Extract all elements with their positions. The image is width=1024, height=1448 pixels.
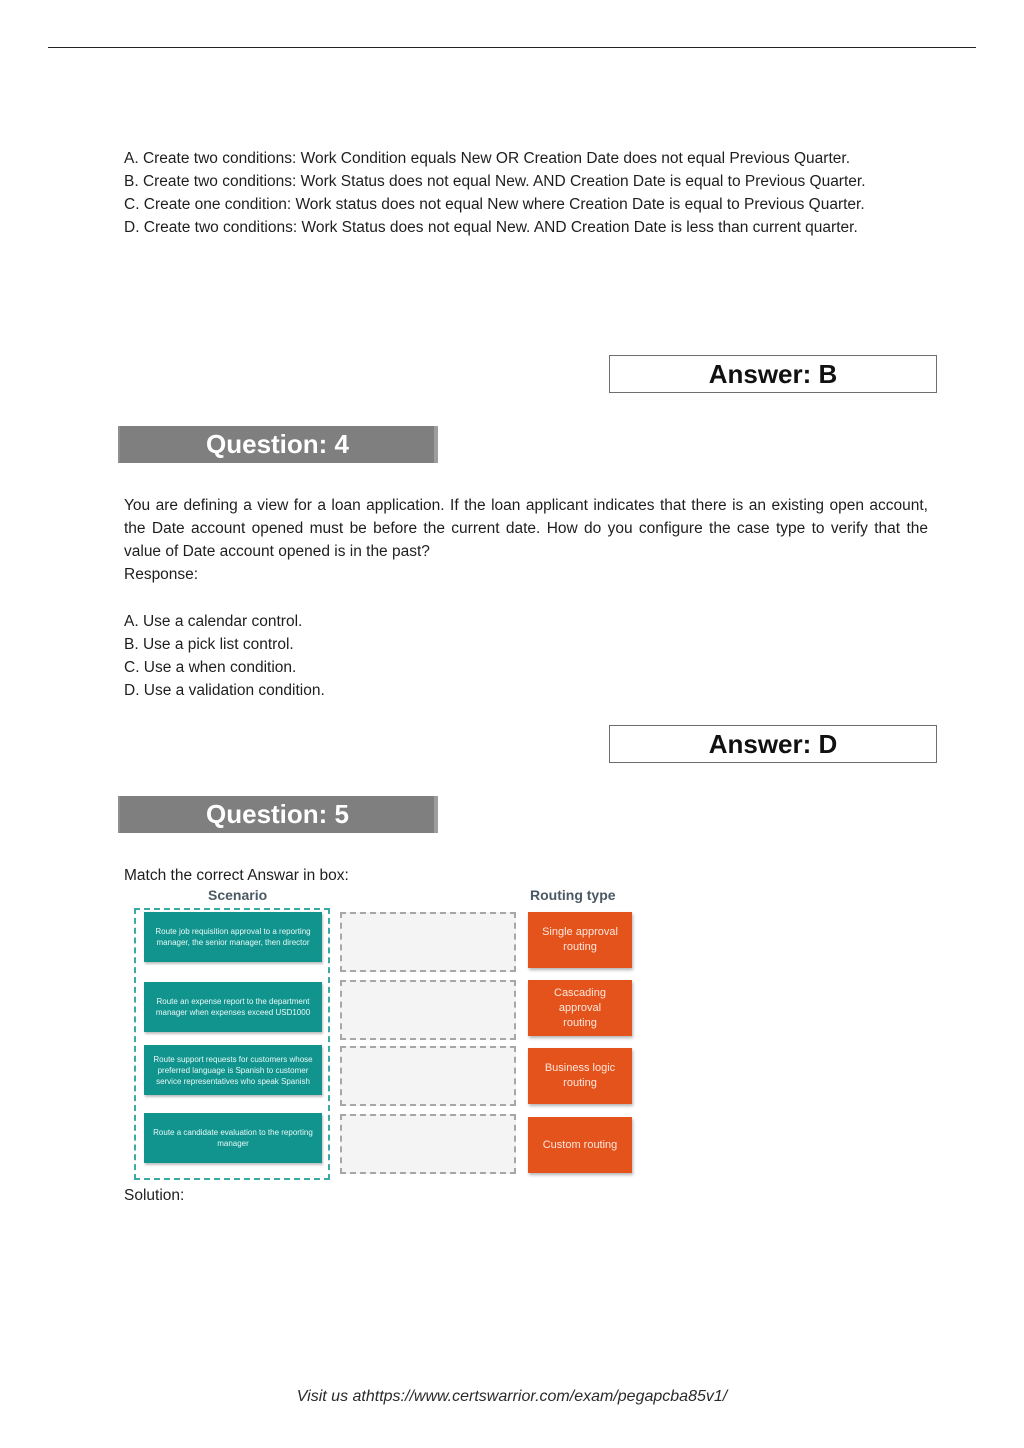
- q4-body: [124, 494, 928, 586]
- scenario-card[interactable]: Route support requests for customers whose preferred language is Spanish to customer service representatives who speak Spanish: [144, 1045, 322, 1095]
- q3-option-a: A. Create two conditions: Work Condition equals New OR Creation Date does not equal Previous Quarter.: [124, 150, 851, 167]
- routing-type-card[interactable]: Single approval routing: [528, 912, 632, 968]
- drop-slot[interactable]: [340, 912, 516, 972]
- drop-slot[interactable]: [340, 1046, 516, 1106]
- drop-slot[interactable]: [340, 1114, 516, 1174]
- q4-response-label: Response:: [124, 566, 199, 583]
- drop-slot[interactable]: [340, 980, 516, 1040]
- q3-answer-box: Answer: B: [609, 355, 937, 393]
- scenario-card[interactable]: Route an expense report to the department manager when expenses exceed USD1000: [144, 982, 322, 1032]
- matching-exercise: [124, 884, 644, 1184]
- routing-type-card[interactable]: Custom routing: [528, 1117, 632, 1173]
- scenario-card[interactable]: Route a candidate evaluation to the reporting manager: [144, 1113, 322, 1163]
- q5-prompt: Match the correct Answar in box:: [124, 867, 349, 884]
- q5-title-bar: Question: 5: [118, 796, 438, 833]
- q4-option-d: D. Use a validation condition.: [124, 682, 325, 699]
- top-rule: [48, 47, 976, 48]
- q4-option-c: C. Use a when condition.: [124, 659, 297, 676]
- footer-link[interactable]: Visit us athttps://www.certswarrior.com/exam/pegapcba85v1/: [296, 1388, 728, 1405]
- q4-option-b: B. Use a pick list control.: [124, 636, 294, 653]
- q4-title-bar: Question: 4: [118, 426, 438, 463]
- q3-option-b: B. Create two conditions: Work Status does not equal New. AND Creation Date is equal to Previous Quarter.: [124, 173, 866, 190]
- solution-label: Solution:: [124, 1187, 185, 1204]
- q3-options: [124, 147, 928, 239]
- q4-question-text: You are defining a view for a loan application. If the loan applicant indicates that there is an existing open account, the Date account opened must be before the current date. How do you configure the case type to verify that the value of Date account opened is in the past?: [124, 497, 928, 560]
- scenario-header: Scenario: [208, 887, 268, 903]
- scenario-card[interactable]: Route job requisition approval to a reporting manager, the senior manager, then director: [144, 912, 322, 962]
- routing-type-card[interactable]: Business logic routing: [528, 1048, 632, 1104]
- routing-type-card[interactable]: Cascading approval routing: [528, 980, 632, 1036]
- q4-option-a: A. Use a calendar control.: [124, 613, 303, 630]
- routing-type-header: Routing type: [530, 887, 616, 903]
- q3-option-c: C. Create one condition: Work status does not equal New where Creation Date is equal to Previous Quarter.: [124, 196, 865, 213]
- q4-answer-box: Answer: D: [609, 725, 937, 763]
- q3-option-d: D. Create two conditions: Work Status does not equal New. AND Creation Date is less than current quarter.: [124, 219, 858, 236]
